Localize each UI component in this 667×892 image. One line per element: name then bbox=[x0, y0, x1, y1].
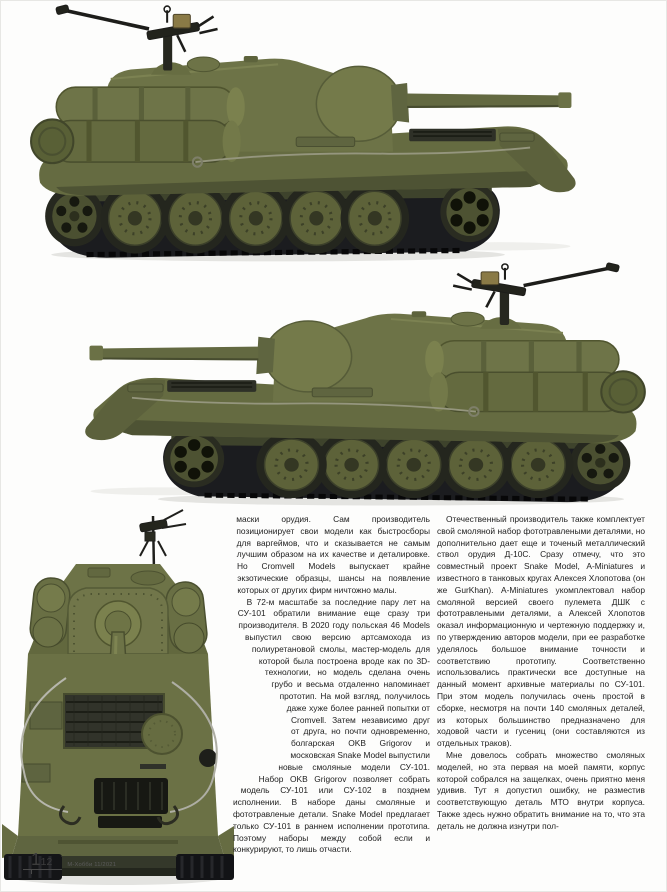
paragraph: маски орудия. Сам производитель позиционирует свои модели как быстросборы для варгеймов, что и сказывается не самым лучшим образом на их качестве и деталировке. Но Cromvell Models выпускает крайне экзотические образцы, шансы на появление которых от других фирм ничтожно малы. bbox=[236, 514, 430, 595]
photo-su101-side-view-gun-left bbox=[18, 262, 650, 508]
su101-side-illustration-mirrored bbox=[18, 262, 650, 508]
su101-front-illustration bbox=[2, 506, 234, 886]
issue-label: М-Хобби 11/2021 bbox=[67, 862, 117, 869]
photo-su101-side-view-gun-right bbox=[26, 4, 641, 264]
page-number: 112 bbox=[30, 851, 62, 870]
paragraph: Мне довелось собрать множество смоляных моделей, но эта первая на моей памяти, корпус которой собрался на защелках, очень приятно меня удивив. Тут я допустил ошибку, не разместив соответствующую деталь МТО внутри корпуса. Также здесь нужно обратить внимание на то, что эта деталь не должна изнутри пол- bbox=[437, 749, 645, 831]
su101-side-illustration bbox=[26, 4, 641, 264]
article-column-2 bbox=[437, 514, 645, 886]
photo-su101-front-view bbox=[2, 506, 234, 886]
paragraph: В 72-м масштабе за последние пару лет на СУ-101 обратили внимание еще сразу три производителя. В 2020 году польская 46 Models выпустил свою версию артсамохода из полиуретановой смолы, мастер-модель для которой была построена вроде как по 3D-технологии, но модель сделана очень грубо и весьма отдаленно напоминает прототип. На мой взгляд, получилось даже хуже более ранней попытки от Cromvell. Затем независимо друг от друга, но почти одновременно, болгарская OKB Grigorov и московская Snake Model выпустили новые смоляные модели СУ-101. Набор OKB Grigorov позволяет собрать модель СУ-101 или СУ-102 в позднем исполнении. В наборе даны смоляные и фототравленые детали. Snake Model предлагает только СУ-101 в раннем исполнении прототипа. Поэтому наборы между собой если и конкурируют, то лишь отчасти. bbox=[233, 596, 430, 855]
paragraph: Отечественный производитель также комплектует свой смоляной набор фототравлеными деталями, но дополнительно дает еще и точеный металлический ствол орудия Д-10С. Сразу отмечу, что это совместный проект Snake Model, A-Miniatures и известного в танковых кругах Алексея Хлопотова (он же GurKhan). A-Miniatures укомплектовал набор смоляной версией своего пулемета ДШК с фототравлеными деталями, а Алексей Хлопотов оказал информационную и чертежную поддержку и, по утверждению авторов модели, при ее разработке уделялось большое внимание точности и соответствию прототипу. Соответственно использовались практически все доступные на данный момент архивные материалы по СУ-101. При этом модель получилась очень простой в сборке, несмотря на почти 140 смоляных деталей, из которых большинство предназначено для ходовой части и гусениц (они составляются из отдельных траков). bbox=[437, 514, 645, 749]
page-footer bbox=[30, 851, 116, 870]
article-column-1 bbox=[233, 514, 430, 855]
